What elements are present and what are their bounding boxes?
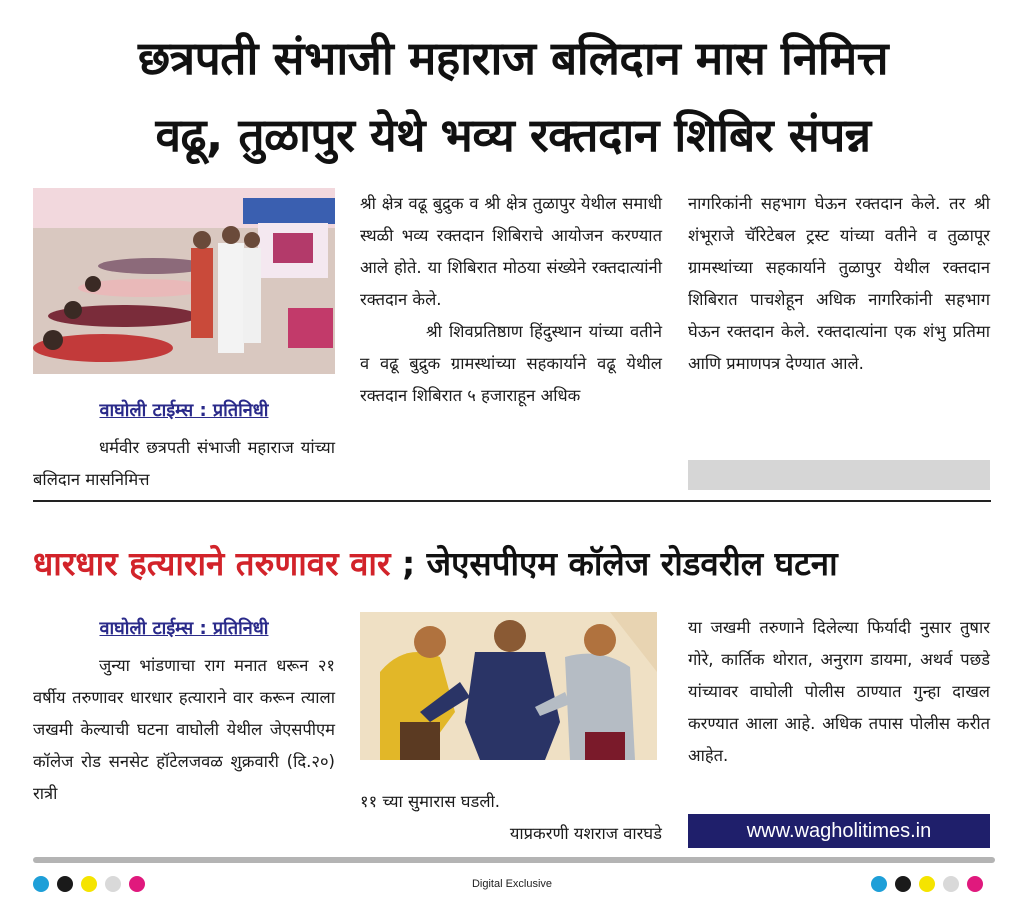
section-divider xyxy=(33,500,991,502)
story2-col2-line2: याप्रकरणी यशराज वारघडे xyxy=(509,824,662,843)
blood-donation-photo xyxy=(33,188,335,374)
story1-col1-text: धर्मवीर छत्रपती संभाजी महाराज यांच्या बलिदान मासनिमित्त xyxy=(33,438,335,489)
story2-col2-line1: ११ च्या सुमारास घडली. xyxy=(360,792,501,811)
website-link[interactable]: www.wagholitimes.in xyxy=(688,814,990,848)
cyan-dot-icon xyxy=(871,876,887,892)
story2-col2 xyxy=(360,786,662,850)
attack-illustration xyxy=(360,612,657,760)
story1-col2 xyxy=(360,188,662,412)
story2-headline xyxy=(33,542,991,586)
grey-dot-icon xyxy=(105,876,121,892)
story2-col3-text: या जखमी तरुणाने दिलेल्या फिर्यादी नुसार तुषार गोरे, कार्तिक थोरात, अनुराग डायमा, अथर्व पछडे यांच्यावर वाघोली पोलीस ठाण्यात गुन्हा दाखल करण्यात आला आहे. अधिक तपास पोलीस करीत आहेत. xyxy=(688,618,990,765)
story1-byline: वाघोली टाईम्स : प्रतिनिधी xyxy=(99,400,269,421)
registration-dots-left xyxy=(33,876,153,896)
story1-headline-line2: वढू, तुळापुर येथे भव्य रक्तदान शिबिर संपन्न xyxy=(155,108,871,162)
story2-headline-separator: ; xyxy=(390,544,427,583)
registration-dots-right xyxy=(871,876,991,896)
black-dot-icon xyxy=(57,876,73,892)
grey-dot-icon xyxy=(943,876,959,892)
black-dot-icon xyxy=(895,876,911,892)
cyan-dot-icon xyxy=(33,876,49,892)
yellow-dot-icon xyxy=(81,876,97,892)
grey-filler-block xyxy=(688,460,990,490)
magenta-dot-icon xyxy=(129,876,145,892)
footer-label: Digital Exclusive xyxy=(471,878,553,890)
magenta-dot-icon xyxy=(967,876,983,892)
story1-col3-text: नागरिकांनी सहभाग घेऊन रक्तदान केले. तर श्री शंभूराजे चॅरिटेबल ट्रस्ट यांच्या वतीने व तुळापूर ग्रामस्थांच्या सहकार्याने तुळापुर येथील रक्तदान शिबिरात पाचशेहून अधिक नागरिकांनी सहभाग घेऊन रक्तदान केले. रक्तदात्यांना एक शंभु प्रतिमा आणि प्रमाणपत्र देण्यात आले. xyxy=(688,194,990,373)
story1-col2-para1: श्री क्षेत्र वढू बुद्रुक व श्री क्षेत्र तुळापुर येथील समाधी स्थळी भव्य रक्तदान शिबिराचे आयोजन करण्यात आले होते. या शिबिरात मोठया संख्येने रक्तदात्यांनी रक्तदान केले. xyxy=(360,194,662,309)
yellow-dot-icon xyxy=(919,876,935,892)
story2-headline-red: धारधार हत्याराने तरुणावर वार xyxy=(33,544,391,583)
story2-byline: वाघोली टाईम्स : प्रतिनिधी xyxy=(99,618,269,639)
story2-col1-text: जुन्या भांडणाचा राग मनात धरून २१ वर्षीय तरुणावर धारधार हत्याराने वार करून त्याला जखमी केल्याची घटना वाघोली येथील जेएसपीएम कॉलेज रोड सनसेट हॉटेलजवळ शुक्रवारी (दि.२०) रात्री xyxy=(33,656,335,803)
story2-headline-dark: जेएसपीएम कॉलेज रोडवरील घटना xyxy=(426,544,838,583)
story1-col2-para2: श्री शिवप्रतिष्ठाण हिंदुस्थान यांच्या वतीने व वढू बुद्रुक ग्रामस्थांच्या सहकार्याने वढू येथील रक्तदान शिबिरात ५ हजाराहून अधिक xyxy=(360,322,662,405)
bottom-rule xyxy=(33,857,995,863)
story1-headline-line1: छत्रपती संभाजी महाराज बलिदान मास निमित्त xyxy=(138,31,888,85)
